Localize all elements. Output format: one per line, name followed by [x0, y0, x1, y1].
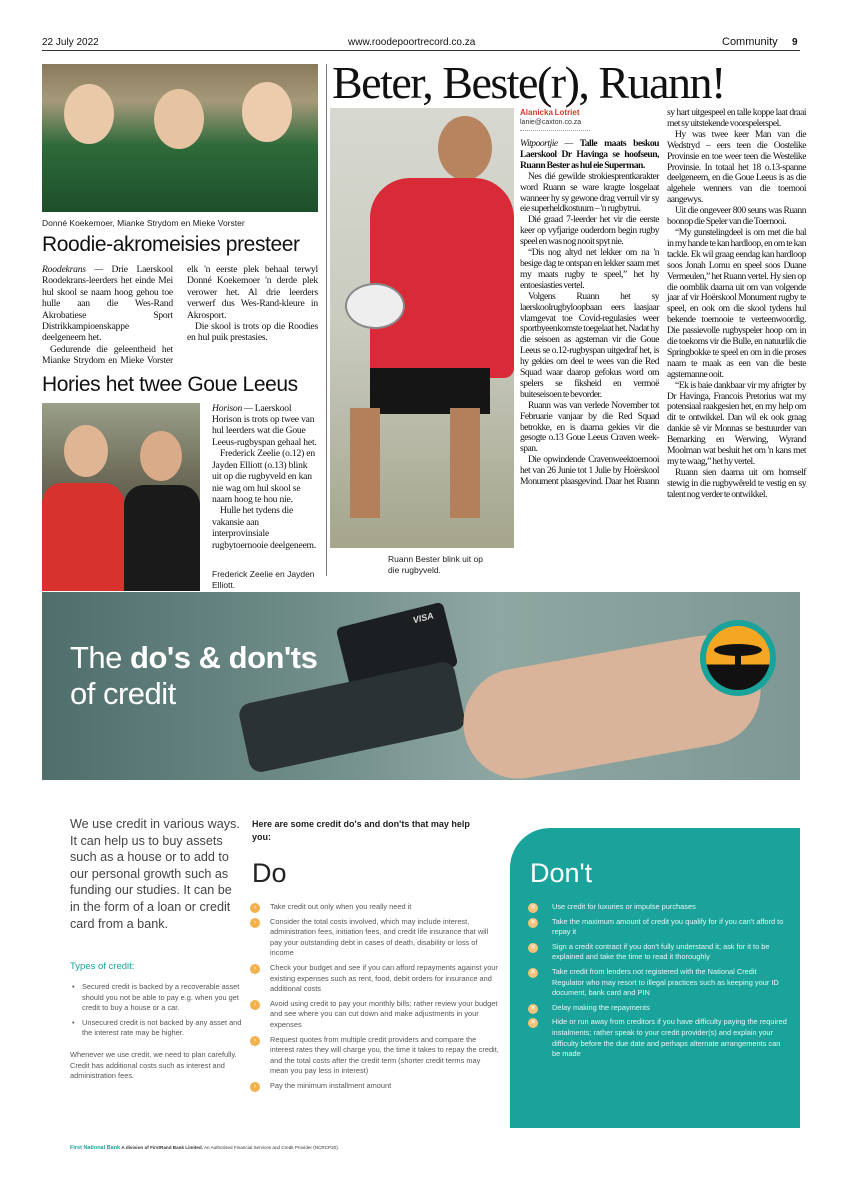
- x-circle-icon: ✕: [528, 1018, 538, 1028]
- photo-caption: Ruann Bester blink uit op die rugbyveld.: [388, 554, 483, 575]
- x-circle-icon: ✕: [528, 918, 538, 928]
- left-column: [42, 264, 318, 591]
- headline: Hories het twee Goue Leeus: [42, 372, 298, 396]
- fnb-logo: [700, 620, 776, 696]
- list-item: › Consider the total costs involved, which may include interest, administration fees, initiation fees, and credit life insurance that will pay your outstanding debt in cases of death, disability or loss of income: [250, 917, 500, 959]
- x-circle-icon: ✕: [528, 943, 538, 953]
- list-item: › Take credit out only when you really need it: [250, 902, 500, 913]
- article-body: Alanicka Lotriet lanie@caxton.co.za Witpoortjie — Talle maats beskou Laerskool Dr Havinga se hoofseun, Ruann Bester as hul eie Superman. Nes dié gewilde strokiesprentkarakter word Ruann se ware kragte losgelaat wanneer hy sy gewone drag verruil vir sy eie superheldkostuum – 'n rugbytrui. Dié graad 7-leerder het vir die eerste keer op vyfjarige ouderdom begin rugby speel en was nog nooit spyt nie. “Dis nog altyd net lekker om na 'n besige dag te ontspan en lekker saam met my maats rugby te speel,” het hy entoesiasties vertel. Volgens Ruann het sy laerskoolrugbyloopbaan eers laasjaar vlamgevat toe Covid-regulasies weer sportbyeenkomste toegelaat het. Nadat hy die seisoen as agsteman vir die Goue Leeus se o.12-rugbyspan uitgedraf het, is hy gekies om deel te wees van die Red Squad waar daarop gefokus word om spelers se fiksheid en vermoë buiteseisoen te bevorder. Ruann was van verlede November tot Februarie vanjaar by die Red Squad betrokke, en is daarna gekies vir die gesogte o.13 Goue Leeus Craven week-span. Die opwindende Cravenweektoernooi het van 26 Junie tot 1 Julie by Hoërskool Monument plaasgevind. Daar het Ruann sy hart uitgespeel en talle koppe laat draai met sy uitstekende voorspelerspel. Hy was twee keer Man van die Wedstryd – eers teen die Oostelike Provinsie en toe weer teen die Westelike Provinsie. In totaal het 18 o.13-spanne deelgeneem, en die Goue Leeus is as die algehele wenners van die toernooi aangewys. Uit die ongeveer 800 seuns was Ruann boonop die Speler van die Toernooi. “My gunstelingdeel is om met die bal in my hande te kan hardloop, en om te kan tackle. Ek wil graag eendag kan hardloop soos Jonah Lomu en speel soos Duane Vermeulen,” het Ruann vertel. Hy sien op die oomblik daarna uit om van volgende jaar af vir Hoërskool Monument rugby te speel, en ook om die skool tydens hul bekende toernooie te verteenwoordig. Die passievolle rugbyspeler hoop om in die toekoms vir die Bulle, en natuurlik die Springbokke te speel en om in die proses naam te maak as een van die beste agstemanne ooit. “Ek is baie dankbaar vir my afrigter by Dr Havinga, Francois Pretorius wat my potensiaal raakgesien het, en my help om dit te ontwikkel. Dan wil ek ook graag dankie sê vir Monnas se bestuurder van Bemarking en Werwing, Wyrand Moolman wat besluit het om 'n kans met my te waag,” het hy vertel. Ruann sien daarna uit om homself stewig in die rugbywêreld te vestig en sy talent nog verder te ontwikkel.: [520, 107, 806, 500]
- ad-footer: First National Bank A division of FirstRand Bank Limited. An Authorised Financial Services and Credit Provider (NCRCP20).: [70, 1145, 340, 1151]
- chevron-right-icon: ›: [250, 903, 260, 913]
- list-item: › Check your budget and see if you can afford repayments against your existing expenses such as rent, food, debit orders for insurance and additional costs: [250, 963, 500, 995]
- header-rule: [42, 50, 800, 51]
- author-name: Alanicka Lotriet: [520, 108, 580, 117]
- do-list: [250, 902, 500, 1096]
- dateline: Roodekrans —: [42, 264, 103, 275]
- list-item: ✕ Sign a credit contract if you don't fully understand it; ask for it to be explained and take the time to read it thoroughly: [528, 942, 790, 963]
- banner-title: The do's & don'ts of credit: [70, 640, 318, 711]
- ad-intro: We use credit in various ways. It can help us to buy assets such as a house or to add to our personal growth such as funding our studies. It can be in the form of a loan or credit card from a bank.: [70, 817, 240, 931]
- fnb-brand: First National Bank: [70, 1145, 121, 1151]
- credit-types-list: [70, 982, 242, 1043]
- do-heading: Do: [252, 858, 287, 888]
- page-number: 9: [792, 37, 798, 48]
- photo-ruann-bester: [330, 108, 514, 548]
- chevron-right-icon: ›: [250, 918, 260, 928]
- dateline: Horison —: [212, 402, 253, 414]
- types-heading: Types of credit:: [70, 961, 135, 972]
- list-item: • Secured credit is backed by a recoverable asset should you not be able to pay e.g. when you get credit to buy a house or a car.: [72, 982, 240, 1012]
- chevron-right-icon: ›: [250, 1036, 260, 1046]
- chevron-right-icon: ›: [250, 1000, 260, 1010]
- list-item: ✕ Take the maximum amount of credit you qualify for if you can't afford to repay it: [528, 917, 790, 938]
- photo-acrobatic-girls: [42, 64, 318, 212]
- list-item: ✕ Take credit from lenders not registered with the National Credit Regulator who may resort to illegal practices such as keeping your ID document, bank card and PIN: [528, 967, 790, 999]
- chevron-right-icon: ›: [250, 964, 260, 974]
- author-email[interactable]: lanie@caxton.co.za: [520, 118, 590, 131]
- list-item: ✕ Hide or run away from creditors if you have difficulty paying the required instalments; rather speak to your credit provider(s) and explain your difficulty before the due date and perhaps alternate arrangements can be made: [528, 1017, 790, 1059]
- lead: Talle maats beskou Laerskool Dr Havinga se hoofseun, Ruann Bester as hul eie Superman.: [520, 138, 659, 171]
- ad-closing: Whenever we use credit, we need to plan carefully. Credit has additional costs such as interest and administration fees.: [70, 1050, 237, 1080]
- article-body: Roodekrans — Drie Laerskool Roodekrans-leerders het einde Mei hul skool se naam hoog gehou toe hulle aan die Wes-Rand Akrobatiese Sport Distrikkampioenskappe deelgeneem het. Gedurende die geleentheid het Mianke Strydom en Mieke Vorster elk 'n eerste plek behaal terwyl Donné Koekemoer 'n derde plek verower het. Al drie leerders verwerf dus Wes-Rand-kleure in Akrosport. Die skool is trots op die Roodies en hul puik prestasies.: [42, 264, 318, 367]
- list-item: ✕ Delay making the repayments: [528, 1003, 790, 1014]
- column-divider: [326, 64, 327, 576]
- issue-date: 22 July 2022: [42, 37, 99, 48]
- chevron-right-icon: ›: [250, 1082, 260, 1092]
- list-item: › Pay the minimum installment amount: [250, 1081, 500, 1092]
- dont-panel: [510, 828, 800, 1128]
- headline: Roodie-akromeisies presteer: [42, 233, 300, 256]
- list-item: • Unsecured credit is not backed by any asset and the interest rate may be higher.: [72, 1017, 242, 1037]
- ad-subheading: Here are some credit do's and don'ts that may help you:: [252, 819, 470, 842]
- x-circle-icon: ✕: [528, 968, 538, 978]
- x-circle-icon: ✕: [528, 1004, 538, 1014]
- story2-row: [42, 403, 318, 591]
- list-item: ✕ Use credit for luxuries or impulse purchases: [528, 902, 790, 913]
- dont-list: [528, 902, 790, 1064]
- list-item: › Request quotes from multiple credit providers and compare the interest rates they will charge you, the time it takes to repay the credit, and the total costs after the credit term (shorter credit terms may mean you pay less in interest): [250, 1035, 500, 1077]
- credit-card-image: VISA: [336, 602, 459, 693]
- dont-heading: Don't: [530, 858, 593, 888]
- section-name: Community: [722, 36, 778, 48]
- x-circle-icon: ✕: [528, 903, 538, 913]
- website-url: www.roodepoortrecord.co.za: [348, 37, 476, 48]
- credit-ad-banner: [42, 592, 800, 780]
- photo-caption: Frederick Zeelie en Jayden Elliott.: [212, 568, 315, 590]
- main-headline: Beter, Beste(r), Ruann!: [332, 57, 725, 108]
- list-item: › Avoid using credit to pay your monthly bills; rather review your budget and see where you can cut down and make adjustments in your expenses: [250, 999, 500, 1031]
- photo-caption: Donné Koekemoer, Mianke Strydom en Mieke Vorster: [42, 218, 245, 228]
- dateline: Witpoortjie —: [520, 138, 573, 149]
- article-body: Horison — Laerskool Horison is trots op twee van hul leerders wat die Goue Leeus-rugbyspan gehaal het. Frederick Zeelie (o.12) en Jayden Elliott (o.13) blink uit op die rugbyveld en kan nie wag om hul skool se naam hoog te hou nie. Hulle het tydens die vakansie aan interprovinsiale rugbytoernooie deelgeneem.: [212, 402, 317, 551]
- story2-text: [212, 403, 318, 591]
- photo-rugby-boys: [42, 403, 200, 591]
